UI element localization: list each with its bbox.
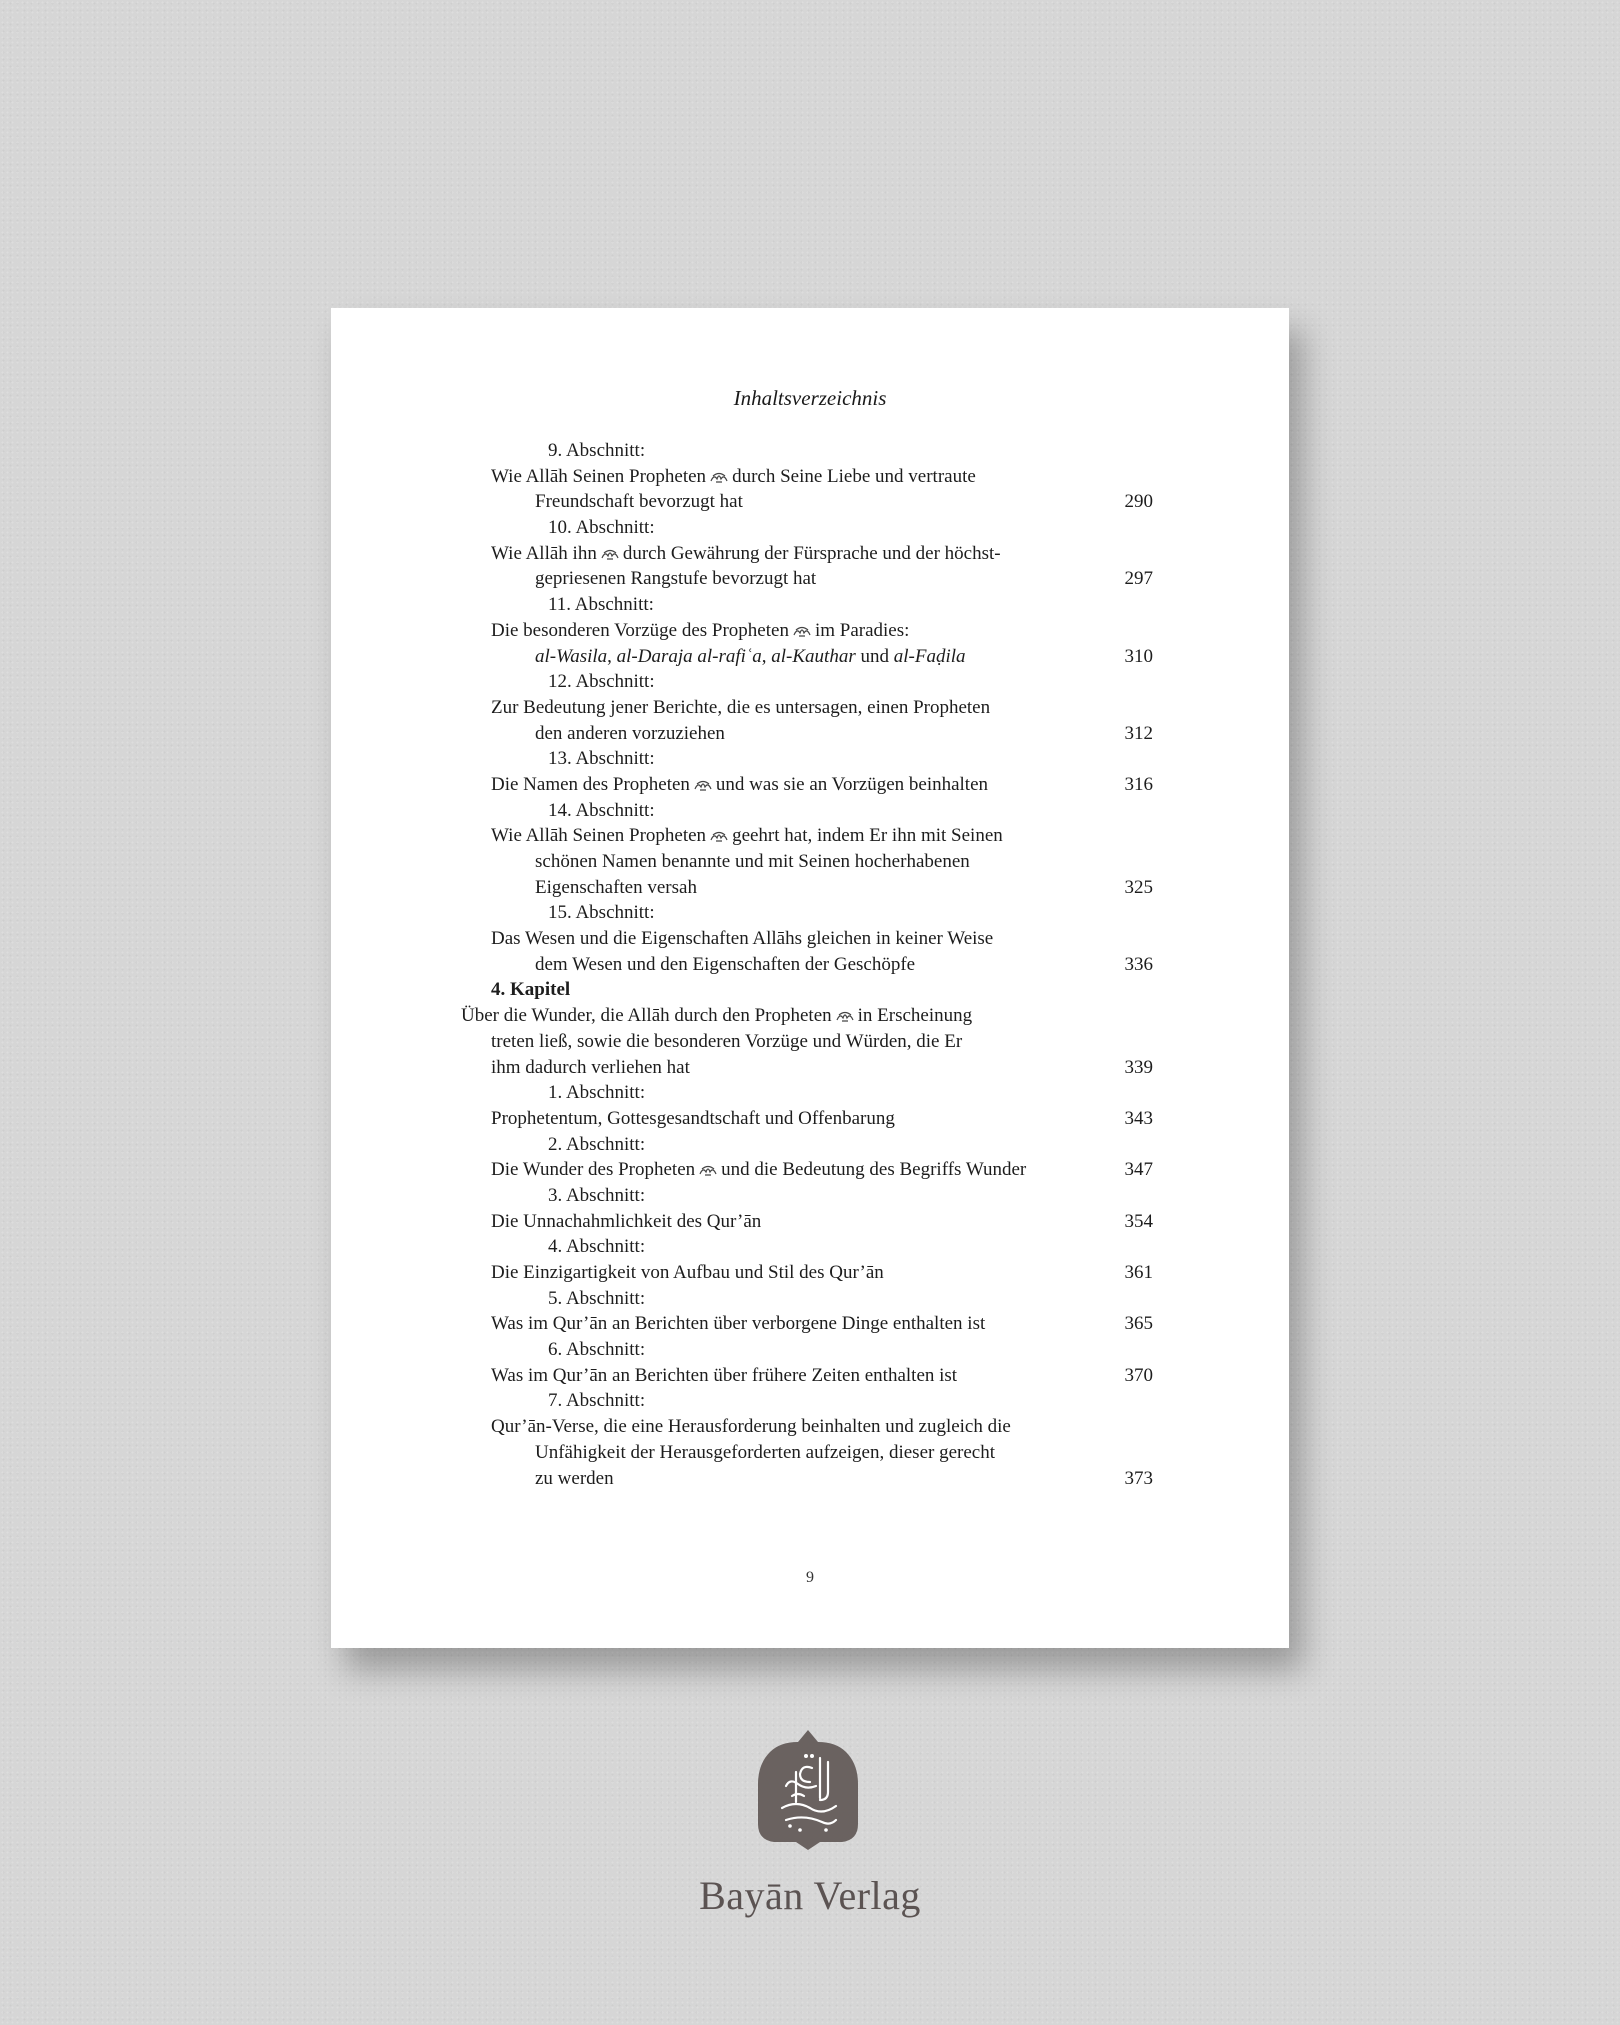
toc-line [461,1311,1153,1337]
toc-line [461,1234,1116,1260]
toc-page-number: 336 [1124,953,1153,975]
toc-entry-text: Was im Qur’ān an Berichten über verborgene Dinge enthalten ist [491,1313,986,1335]
toc-entry-text [491,620,909,641]
text-segment: Die Wunder des Propheten [491,1159,696,1181]
toc-line [461,515,1116,541]
toc-line [461,592,1116,618]
toc-line [461,823,1116,849]
publisher-name: Bayān Verlag [699,1873,921,1918]
toc-entry-text: den anderen vorzuziehen [535,722,725,744]
toc-entry-text: Die Unnachahmlichkeit des Qur’ān [491,1210,762,1232]
saw-icon [709,470,729,484]
toc-line [461,618,1116,644]
toc-line [461,695,1116,721]
toc-entry-text: treten ließ, sowie die besonderen Vorzüge und Würden, die Er [491,1030,963,1052]
text-segment: durch Gewährung der Fürsprache und der höchst- [622,542,1001,564]
toc-line [461,1132,1116,1158]
document-page [331,308,1289,1648]
toc-entry-text: 9. Abschnitt: [548,440,646,461]
saw-icon [792,624,812,638]
toc-line [461,1157,1153,1183]
toc-line [461,1029,1116,1055]
toc-entry-text: zu werden [535,1467,614,1489]
toc-page-number: 370 [1124,1364,1153,1386]
toc-entry-text: schönen Namen benannte und mit Seinen hocherhabenen [535,851,970,872]
text-segment: geehrt hat, indem Er ihn mit Seinen [732,825,1003,847]
toc-page-number: 325 [1124,876,1153,898]
toc-entry-text: 5. Abschnitt: [548,1287,646,1309]
toc-entry-text [491,1159,1026,1180]
toc-line [461,1183,1116,1209]
toc-line [461,566,1153,592]
italic-term: al-Faḍila [893,645,966,667]
toc-page-number: 347 [1124,1159,1153,1181]
toc-page-number: 354 [1124,1210,1153,1232]
toc-entry-text: Zur Bedeutung jener Berichte, die es untersagen, einen Propheten [491,696,991,718]
toc-line [461,1466,1153,1492]
toc-entry-text: gepriesenen Rangstufe bevorzugt hat [535,568,817,590]
italic-term: al-Daraja al-rafiʿa [616,645,762,667]
text-segment: Die besonderen Vorzüge des Propheten [491,619,789,641]
toc-page-number: 365 [1124,1313,1153,1335]
toc-line [461,1363,1153,1389]
toc-entry-text: 15. Abschnitt: [548,902,655,924]
toc-page-number: 312 [1124,722,1153,744]
toc-page-number: 361 [1124,1262,1153,1283]
toc-entry-text: 6. Abschnitt: [548,1339,646,1361]
toc-page-number: 339 [1124,1056,1153,1078]
toc-entry-text: 7. Abschnitt: [548,1390,646,1412]
toc-entry-text: Was im Qur’ān an Berichten über frühere Zeiten enthalten ist [491,1364,958,1386]
saw-icon [600,547,620,561]
toc-line [461,1209,1153,1235]
toc-line [461,644,1153,670]
toc-line [461,849,1116,875]
toc-line [461,1080,1116,1106]
text-segment: Über die Wunder, die Allāh durch den Propheten [461,1005,832,1027]
toc-line [461,746,1116,772]
toc-entry-text: Qur’ān-Verse, die eine Herausforderung beinhalten und zugleich die [491,1416,1011,1438]
text-segment: Wie Allāh ihn [491,542,597,564]
italic-term: al-Kauthar [771,645,856,667]
toc-line [461,1286,1116,1312]
toc-entry-text: Das Wesen und die Eigenschaften Allāhs gleichen in keiner Weise [491,928,994,950]
toc-page-number: 373 [1124,1467,1153,1489]
text-segment: durch Seine Liebe und vertraute [732,465,976,487]
saw-icon [709,829,729,843]
text-segment: , [761,645,772,667]
running-header: Inhaltsverzeichnis [733,386,887,410]
toc-entry-text: 1. Abschnitt: [548,1082,646,1104]
text-segment: und [855,645,894,667]
toc-entry-text: 4. Kapitel [491,979,571,1001]
text-segment: und die Bedeutung des Begriffs Wunder [721,1159,1027,1181]
toc-line [461,926,1116,952]
toc-page-number: 310 [1124,645,1153,667]
toc-line [461,952,1153,978]
toc-entry-text: Prophetentum, Gottesgesandtschaft und Offenbarung [491,1107,895,1129]
toc-entry-text: 14. Abschnitt: [548,799,655,821]
toc-line [461,1260,1153,1286]
toc-entry-text: 2. Abschnitt: [548,1133,646,1155]
table-of-contents [461,438,1153,1491]
text-segment: und was sie an Vorzügen beinhalten [715,773,989,795]
toc-line [461,1337,1116,1363]
toc-entry-text [491,543,1001,564]
toc-entry-text: Eigenschaften versah [535,876,697,898]
toc-entry-text: 12. Abschnitt: [548,671,655,693]
toc-page-number: 297 [1124,568,1153,590]
saw-icon [698,1163,718,1177]
toc-line [461,1055,1153,1081]
toc-line [461,875,1153,901]
text-segment: im Paradies: [814,619,910,641]
toc-line [461,900,1116,926]
toc-entry-text: Freundschaft bevorzugt hat [535,491,743,513]
page-number: 9 [806,1569,814,1586]
toc-entry-text [491,825,1003,846]
toc-entry-text: Die Einzigartigkeit von Aufbau und Stil des Qur’ān [491,1262,884,1283]
toc-entry-text: ihm dadurch verliehen hat [491,1056,690,1078]
italic-term: al-Wasila [535,645,608,667]
toc-line [461,1440,1116,1466]
saw-icon [693,778,713,792]
toc-entry-text [491,466,976,487]
text-segment: Die Namen des Propheten [491,773,690,795]
toc-entry-text: 10. Abschnitt: [548,517,655,539]
toc-line [461,772,1153,798]
toc-line [461,798,1116,824]
toc-line [461,1388,1116,1414]
toc-entry-text: 13. Abschnitt: [548,748,655,770]
toc-entry-text [535,646,966,667]
toc-entry-text: 4. Abschnitt: [548,1236,646,1258]
toc-line [461,489,1153,515]
toc-page-number: 290 [1124,491,1153,513]
toc-line [461,977,1116,1003]
toc-entry-text [461,1005,972,1026]
toc-line [461,541,1116,567]
toc-line [461,1106,1153,1132]
toc-page-number: 316 [1124,773,1153,795]
toc-line [461,1003,1116,1029]
text-segment: in Erscheinung [857,1005,973,1027]
toc-entry-text: dem Wesen und den Eigenschaften der Geschöpfe [535,953,916,975]
toc-line [461,721,1153,747]
toc-line [461,1414,1116,1440]
toc-line [461,464,1116,490]
toc-entry-text [491,774,988,795]
text-segment: Wie Allāh Seinen Propheten [491,465,707,487]
toc-line [461,669,1116,695]
text-segment: , [607,645,617,667]
toc-page-number: 343 [1124,1107,1153,1129]
calligraphy-emblem-icon [756,1728,860,1852]
toc-entry-text: Unfähigkeit der Herausgeforderten aufzeigen, dieser gerecht [535,1441,995,1463]
toc-entry-text: 11. Abschnitt: [548,594,654,616]
toc-entry-text: 3. Abschnitt: [548,1184,646,1206]
toc-line [461,438,1116,464]
saw-icon [835,1009,855,1023]
text-segment: Wie Allāh Seinen Propheten [491,825,707,847]
